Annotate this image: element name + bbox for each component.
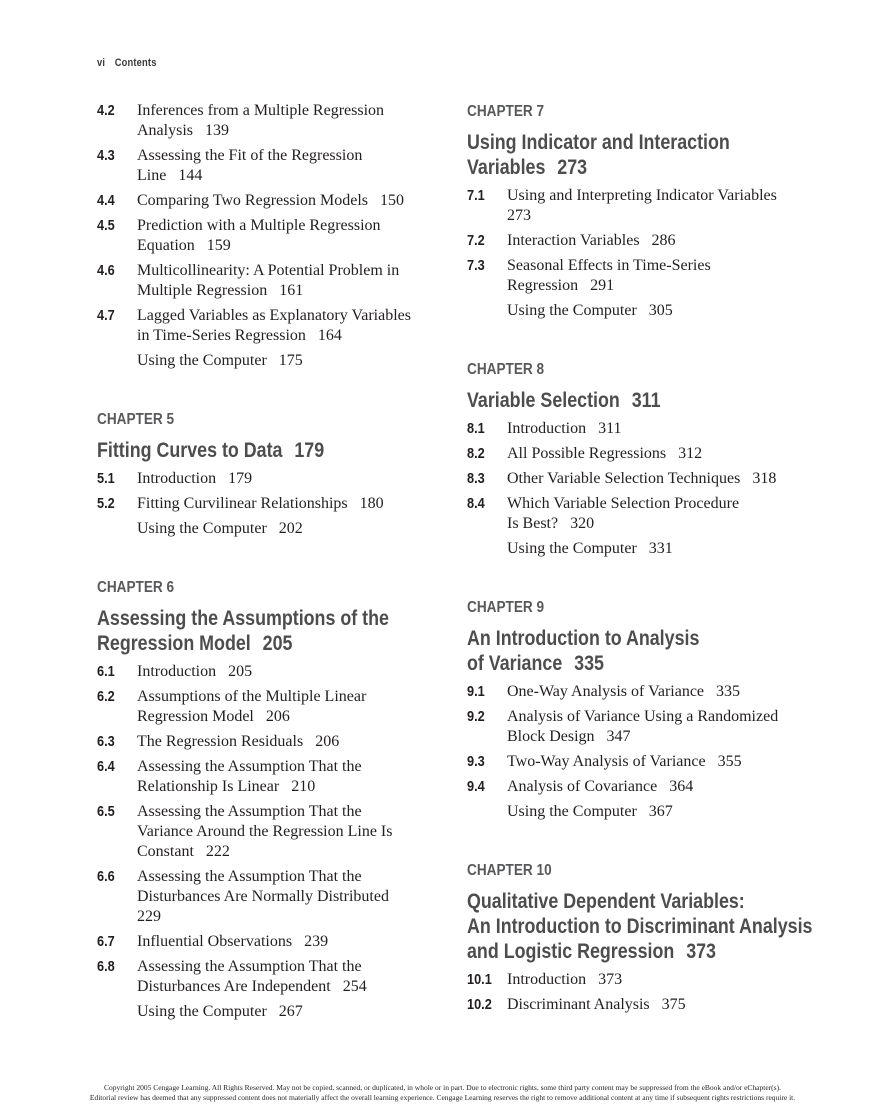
section-page-number: 311 xyxy=(598,420,622,437)
section-title-text: Introduction xyxy=(137,470,217,487)
section-page-number: 150 xyxy=(380,192,405,209)
section-title xyxy=(137,306,437,346)
section-title-line xyxy=(507,802,827,822)
section-title-line xyxy=(137,101,437,121)
chapter-label: CHAPTER 10 xyxy=(467,862,552,879)
section-title-line xyxy=(137,777,437,797)
section-title-line xyxy=(137,707,437,727)
section-title-text: Analysis xyxy=(137,122,193,139)
section-title-line xyxy=(507,727,827,747)
section-title-line xyxy=(507,469,827,489)
chapter-title-text: Fitting Curves to Data xyxy=(97,439,283,462)
section-title xyxy=(507,682,827,702)
section-number: 9.1 xyxy=(467,683,485,700)
chapter-title-line xyxy=(467,626,773,651)
chapter-title-line xyxy=(97,631,386,656)
section-title-line xyxy=(137,236,437,256)
section-title-text: Disturbances Are Normally Distributed xyxy=(137,888,389,905)
section-page-number: 164 xyxy=(317,327,342,344)
section-number: 9.4 xyxy=(467,778,485,795)
toc-entry[interactable] xyxy=(97,757,437,797)
toc-entry[interactable] xyxy=(97,469,437,489)
chapter-title-line xyxy=(467,889,773,914)
section-title xyxy=(507,777,827,797)
toc-entry[interactable] xyxy=(97,146,437,186)
section-title-text: Using the Computer xyxy=(507,302,637,319)
toc-entry[interactable] xyxy=(97,216,437,256)
section-number: 8.1 xyxy=(467,420,485,437)
toc-entry[interactable] xyxy=(467,231,827,251)
chapter-block xyxy=(97,409,437,539)
chapter-title[interactable] xyxy=(467,889,813,964)
section-page-number: 335 xyxy=(716,683,741,700)
section-title-line xyxy=(137,687,437,707)
toc-entry[interactable] xyxy=(467,970,827,990)
section-title-text: Other Variable Selection Techniques xyxy=(507,470,741,487)
section-page-number: 206 xyxy=(315,733,340,750)
section-title-text: Analysis of Covariance xyxy=(507,778,658,795)
section-title xyxy=(507,539,827,559)
chapter-title-text: Variable Selection xyxy=(467,389,620,412)
section-number xyxy=(467,802,501,822)
toc-entry[interactable] xyxy=(97,867,437,927)
section-page-number: 318 xyxy=(752,470,777,487)
section-number: 6.6 xyxy=(97,868,115,885)
section-title-line xyxy=(137,469,437,489)
section-title-text: Prediction with a Multiple Regression xyxy=(137,217,381,234)
chapter-title-line xyxy=(97,606,389,631)
section-number: 4.2 xyxy=(97,102,115,119)
section-page-number: 267 xyxy=(278,1003,303,1020)
section-title-line xyxy=(137,306,437,326)
section-page-number: 229 xyxy=(137,908,161,925)
chapter-title-text: of Variance xyxy=(467,652,563,675)
section-page-number: 159 xyxy=(206,237,231,254)
section-title-text: Assessing the Assumption That the xyxy=(137,958,362,975)
chapter-title-text: Regression Model xyxy=(97,632,251,655)
section-number: 10.1 xyxy=(467,971,492,988)
chapter-page-number: 311 xyxy=(631,389,661,412)
section-title-text: Using the Computer xyxy=(137,1003,267,1020)
chapter-block xyxy=(467,101,827,321)
toc-entry[interactable] xyxy=(467,752,827,772)
section-number: 7.1 xyxy=(467,187,485,204)
chapter-title-text: An Introduction to Discriminant Analysis xyxy=(467,915,813,938)
section-number: 6.3 xyxy=(97,733,115,750)
running-head xyxy=(97,57,163,69)
section-page-number: 175 xyxy=(278,352,303,369)
section-title-text: Relationship Is Linear xyxy=(137,778,280,795)
section-number: 7.2 xyxy=(467,232,485,249)
section-title-text: All Possible Regressions xyxy=(507,445,667,462)
section-page-number: 206 xyxy=(265,708,290,725)
section-title-line xyxy=(137,842,437,862)
section-title-text: Using the Computer xyxy=(137,520,267,537)
section-number: 4.7 xyxy=(97,307,115,324)
section-number xyxy=(467,301,501,321)
section-number: 4.5 xyxy=(97,217,115,234)
section-title-text: Two-Way Analysis of Variance xyxy=(507,753,706,770)
section-title-line xyxy=(137,326,437,346)
section-title xyxy=(137,867,437,927)
section-title xyxy=(507,707,827,747)
chapter-page-number: 335 xyxy=(574,652,604,675)
section-title-line xyxy=(137,732,437,752)
section-title xyxy=(507,494,827,534)
chapter-title-text: Assessing the Assumptions of the xyxy=(97,607,389,630)
toc-entry[interactable] xyxy=(467,469,827,489)
chapter-page-number: 373 xyxy=(686,940,716,963)
section-title xyxy=(507,186,827,226)
section-title-line xyxy=(507,494,827,514)
section-title-line xyxy=(137,977,437,997)
section-page-number: 273 xyxy=(507,207,531,224)
section-title xyxy=(137,1002,437,1022)
section-title-text: Using the Computer xyxy=(137,352,267,369)
section-title-line xyxy=(507,419,827,439)
section-title-line xyxy=(507,707,827,727)
chapter-title-line xyxy=(97,438,386,463)
section-page-number: 355 xyxy=(717,753,742,770)
section-title-line xyxy=(137,216,437,236)
toc-entry[interactable] xyxy=(467,707,827,747)
chapter-label: CHAPTER 5 xyxy=(97,411,175,428)
section-title xyxy=(137,932,437,952)
section-number: 4.6 xyxy=(97,262,115,279)
chapter-label: CHAPTER 6 xyxy=(97,579,175,596)
section-title xyxy=(137,757,437,797)
toc-entry[interactable] xyxy=(97,306,437,346)
section-page-number: 144 xyxy=(178,167,203,184)
section-number xyxy=(97,1002,131,1022)
section-number: 5.1 xyxy=(97,470,115,487)
toc-entry[interactable] xyxy=(97,101,437,141)
section-number xyxy=(467,539,501,559)
chapter-title[interactable] xyxy=(467,130,773,180)
toc-entry[interactable] xyxy=(97,662,437,682)
section-title-text: Analysis of Variance Using a Randomized xyxy=(507,708,779,725)
section-page-number: 367 xyxy=(648,803,673,820)
toc-entry[interactable] xyxy=(97,687,437,727)
section-title-text: Influential Observations xyxy=(137,933,293,950)
section-page-number: 375 xyxy=(661,996,686,1013)
toc-entry[interactable] xyxy=(97,932,437,952)
chapter-title[interactable] xyxy=(97,438,386,463)
chapter-title-line xyxy=(467,651,773,676)
section-title-text: Interaction Variables xyxy=(507,232,640,249)
toc-entry[interactable] xyxy=(97,261,437,301)
section-title-text: Using and Interpreting Indicator Variables xyxy=(507,187,777,204)
section-title-line xyxy=(507,276,827,296)
footer-line: Copyright 2005 Cengage Learning. All Rights Reserved. May not be copied, scanned, or duplicated, in whole or in part. Due to electronic rights, some third party content may be suppressed from the eBook and/or eChapter(s). xyxy=(104,1083,781,1092)
toc-entry[interactable] xyxy=(467,301,827,321)
section-number: 7.3 xyxy=(467,257,485,274)
section-number: 6.5 xyxy=(97,803,115,820)
section-title xyxy=(507,752,827,772)
chapter-page-number: 205 xyxy=(262,632,293,655)
section-page-number: 320 xyxy=(570,515,595,532)
section-number: 6.8 xyxy=(97,958,115,975)
section-title-line xyxy=(137,867,437,887)
chapter-title[interactable] xyxy=(467,388,773,413)
section-title-text: in Time-Series Regression xyxy=(137,327,306,344)
section-title-line xyxy=(137,351,437,371)
section-title xyxy=(137,519,437,539)
section-page-number: 161 xyxy=(279,282,304,299)
section-page-number: 312 xyxy=(678,445,703,462)
section-title-text: Assessing the Assumption That the xyxy=(137,803,362,820)
section-title-text: The Regression Residuals xyxy=(137,733,304,750)
section-number: 8.4 xyxy=(467,495,485,512)
toc-entry[interactable] xyxy=(467,682,827,702)
section-title-text: Assessing the Fit of the Regression xyxy=(137,147,363,164)
section-number: 6.2 xyxy=(97,688,115,705)
section-number xyxy=(97,351,131,371)
toc-entry[interactable] xyxy=(97,191,437,211)
section-page-number: 364 xyxy=(669,778,694,795)
copyright-footer xyxy=(0,1083,885,1103)
section-title-text: Disturbances Are Independent xyxy=(137,978,331,995)
section-title xyxy=(507,995,827,1015)
section-title xyxy=(507,419,827,439)
section-title-line xyxy=(507,301,827,321)
section-title xyxy=(137,469,437,489)
section-title-text: Fitting Curvilinear Relationships xyxy=(137,495,348,512)
section-title xyxy=(137,802,437,862)
chapter-title-line xyxy=(467,155,773,180)
section-title-line xyxy=(137,121,437,141)
section-title-text: Comparing Two Regression Models xyxy=(137,192,369,209)
section-title-line xyxy=(137,757,437,777)
section-title-text: Equation xyxy=(137,237,195,254)
section-title xyxy=(507,970,827,990)
chapter-label: CHAPTER 8 xyxy=(467,361,545,378)
section-title xyxy=(137,216,437,256)
chapter-block xyxy=(97,101,437,371)
section-title-line xyxy=(137,494,437,514)
chapter-title-line xyxy=(467,939,773,964)
chapter-title[interactable] xyxy=(467,626,773,676)
section-title-text: Seasonal Effects in Time-Series xyxy=(507,257,711,274)
section-title xyxy=(137,494,437,514)
section-title-text: Block Design xyxy=(507,728,595,745)
section-title-line xyxy=(137,519,437,539)
section-page-number: 373 xyxy=(598,971,623,988)
chapter-title-text: and Logistic Regression xyxy=(467,940,675,963)
toc-entry[interactable] xyxy=(467,777,827,797)
section-title-line xyxy=(507,777,827,797)
section-title-text: Discriminant Analysis xyxy=(507,996,650,1013)
chapter-block xyxy=(467,860,827,1015)
chapter-page-number: 179 xyxy=(294,439,325,462)
section-title-text: Is Best? xyxy=(507,515,559,532)
section-page-number: 139 xyxy=(205,122,229,139)
section-title-line xyxy=(507,539,827,559)
section-title xyxy=(137,191,437,211)
section-title-text: Multiple Regression xyxy=(137,282,268,299)
section-title-text: Multicollinearity: A Potential Problem in xyxy=(137,262,400,279)
section-number xyxy=(97,519,131,539)
chapter-label: CHAPTER 7 xyxy=(467,103,545,120)
toc-entry[interactable] xyxy=(97,732,437,752)
toc-entry[interactable] xyxy=(97,519,437,539)
running-head-label: Contents xyxy=(114,57,157,69)
section-title-text: Constant xyxy=(137,843,194,860)
section-title-line xyxy=(137,261,437,281)
toc-left-column xyxy=(97,101,437,1060)
section-title-text: Using the Computer xyxy=(507,803,637,820)
section-page-number: 305 xyxy=(648,302,673,319)
chapter-title-text: Variables xyxy=(467,156,546,179)
chapter-block xyxy=(467,597,827,822)
section-title-text: Which Variable Selection Procedure xyxy=(507,495,740,512)
section-number: 8.3 xyxy=(467,470,485,487)
section-page-number: 210 xyxy=(291,778,316,795)
section-number: 6.4 xyxy=(97,758,115,775)
toc-right-column xyxy=(467,101,827,1053)
section-page-number: 179 xyxy=(228,470,253,487)
section-title xyxy=(507,469,827,489)
section-number: 8.2 xyxy=(467,445,485,462)
section-number: 10.2 xyxy=(467,996,492,1013)
section-title xyxy=(137,101,437,141)
toc-entry[interactable] xyxy=(97,494,437,514)
chapter-block xyxy=(467,359,827,559)
section-title xyxy=(137,261,437,301)
section-title-text: Assessing the Assumption That the xyxy=(137,758,362,775)
section-title-line xyxy=(137,802,437,822)
toc-entry[interactable] xyxy=(467,419,827,439)
section-page-number: 205 xyxy=(228,663,253,680)
toc-entry[interactable] xyxy=(97,802,437,862)
section-page-number: 291 xyxy=(590,277,615,294)
section-number: 4.4 xyxy=(97,192,115,209)
section-title-line xyxy=(137,907,437,927)
section-title xyxy=(507,256,827,296)
section-page-number: 286 xyxy=(651,232,676,249)
section-title-text: One-Way Analysis of Variance xyxy=(507,683,705,700)
section-title-text: Regression xyxy=(507,277,579,294)
section-title-text: Lagged Variables as Explanatory Variables xyxy=(137,307,411,324)
section-page-number: 347 xyxy=(606,728,631,745)
section-title-line xyxy=(507,995,827,1015)
section-title-text: Assessing the Assumption That the xyxy=(137,868,362,885)
chapter-title-text: Qualitative Dependent Variables: xyxy=(467,890,745,913)
section-page-number: 239 xyxy=(304,933,329,950)
section-title-text: Inferences from a Multiple Regression xyxy=(137,102,385,119)
section-title xyxy=(507,802,827,822)
section-page-number: 180 xyxy=(359,495,384,512)
section-title xyxy=(137,687,437,727)
section-number: 5.2 xyxy=(97,495,115,512)
toc-entry[interactable] xyxy=(467,802,827,822)
section-title-line xyxy=(137,281,437,301)
toc-entry[interactable] xyxy=(97,957,437,997)
chapter-title-line xyxy=(467,130,773,155)
toc-entry[interactable] xyxy=(467,186,827,226)
section-page-number: 254 xyxy=(342,978,367,995)
section-number: 9.2 xyxy=(467,708,485,725)
section-number: 9.3 xyxy=(467,753,485,770)
section-title-line xyxy=(137,191,437,211)
section-title-line xyxy=(507,682,827,702)
section-title-line xyxy=(507,186,827,206)
toc-entry[interactable] xyxy=(467,494,827,534)
chapter-title-line xyxy=(467,914,813,939)
section-title-text: Line xyxy=(137,167,167,184)
section-title-line xyxy=(137,932,437,952)
section-title xyxy=(137,351,437,371)
section-title-line xyxy=(507,970,827,990)
section-title-text: Introduction xyxy=(507,420,587,437)
toc-entry[interactable] xyxy=(467,444,827,464)
section-title-line xyxy=(137,662,437,682)
chapter-block xyxy=(97,577,437,1022)
toc-entry[interactable] xyxy=(97,351,437,371)
section-title xyxy=(507,444,827,464)
section-title xyxy=(507,231,827,251)
section-title-line xyxy=(137,1002,437,1022)
section-title-text: Introduction xyxy=(137,663,217,680)
page-folio: vi xyxy=(97,57,106,69)
section-title-line xyxy=(137,166,437,186)
section-page-number: 331 xyxy=(648,540,673,557)
section-page-number: 222 xyxy=(205,843,230,860)
section-title-line xyxy=(507,514,827,534)
section-title-line xyxy=(137,957,437,977)
section-title-text: Assumptions of the Multiple Linear xyxy=(137,688,367,705)
section-title-line xyxy=(507,444,827,464)
section-title-text: Regression Model xyxy=(137,708,254,725)
section-number: 4.3 xyxy=(97,147,115,164)
chapter-title-text: An Introduction to Analysis xyxy=(467,627,700,650)
section-title-text: Variance Around the Regression Line Is xyxy=(137,823,393,840)
section-title-line xyxy=(507,231,827,251)
section-title xyxy=(137,732,437,752)
chapter-title-line xyxy=(467,388,773,413)
section-title-line xyxy=(507,752,827,772)
chapter-page-number: 273 xyxy=(557,156,588,179)
section-title-line xyxy=(137,146,437,166)
section-page-number: 202 xyxy=(278,520,303,537)
section-title-line xyxy=(507,206,827,226)
section-number: 6.1 xyxy=(97,663,115,680)
toc-entry[interactable] xyxy=(467,539,827,559)
chapter-title-text: Using Indicator and Interaction xyxy=(467,131,730,154)
chapter-title[interactable] xyxy=(97,606,389,656)
section-title-line xyxy=(507,256,827,276)
toc-entry[interactable] xyxy=(467,995,827,1015)
section-number: 6.7 xyxy=(97,933,115,950)
section-title-text: Introduction xyxy=(507,971,587,988)
section-title-text: Using the Computer xyxy=(507,540,637,557)
chapter-label: CHAPTER 9 xyxy=(467,599,545,616)
section-title-line xyxy=(137,822,437,842)
section-title xyxy=(507,301,827,321)
section-title xyxy=(137,662,437,682)
section-title xyxy=(137,957,437,997)
footer-line: Editorial review has deemed that any suppressed content does not materially affect the overall learning experience. Cengage Learning reserves the right to remove additional content at any time if subsequent rights restrictions require it. xyxy=(89,1093,796,1102)
toc-entry[interactable] xyxy=(97,1002,437,1022)
section-title xyxy=(137,146,437,186)
toc-entry[interactable] xyxy=(467,256,827,296)
section-title-line xyxy=(137,887,437,907)
